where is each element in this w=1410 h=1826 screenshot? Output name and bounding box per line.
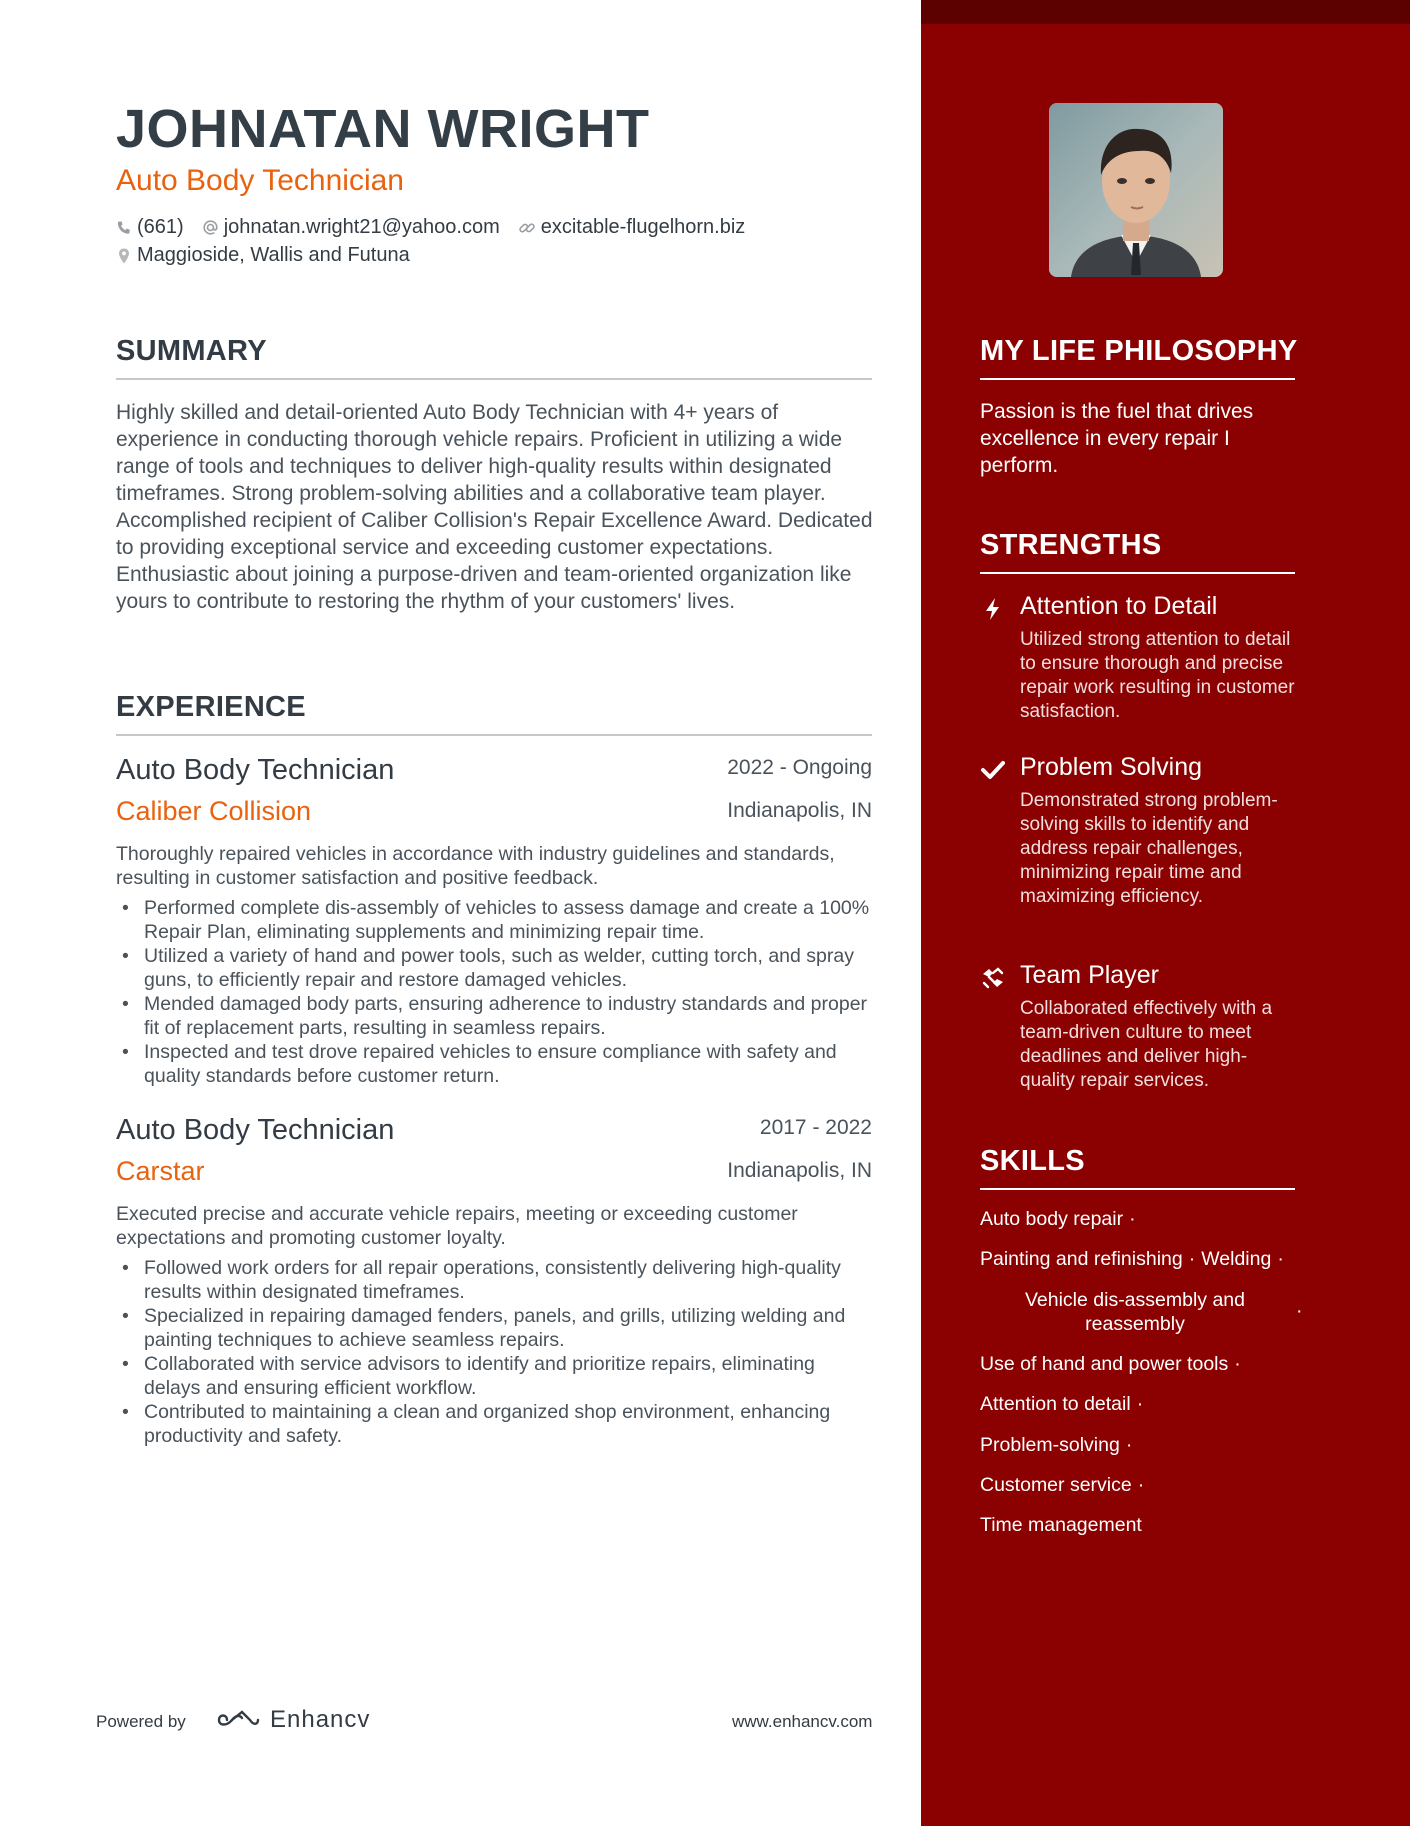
skill-item xyxy=(980,1353,1241,1376)
powered-by-label: Powered by xyxy=(96,1712,186,1731)
sidebar-top-band xyxy=(921,0,1410,24)
skill-item xyxy=(980,1434,1132,1457)
location-pin-icon xyxy=(116,247,132,265)
job-bullet-list xyxy=(116,896,876,1088)
job-bullet-list xyxy=(116,1256,876,1448)
job-bullet: • Utilized a variety of hand and power tools, such as welder, cutting torch, and spray guns, to efficiently repair and restore damaged vehicles. xyxy=(116,944,876,992)
strength-title: Problem Solving xyxy=(1020,753,1203,781)
footer-site-link[interactable]: www.enhancv.com xyxy=(732,1712,873,1731)
job-bullet: • Collaborated with service advisors to identify and prioritize repairs, eliminating delays and ensuring efficient workflow. xyxy=(116,1352,876,1400)
skill-label: Attention to detail xyxy=(980,1393,1131,1415)
contact-row xyxy=(116,216,763,239)
job-title: Auto Body Technician xyxy=(116,1114,395,1146)
job-description: Thoroughly repaired vehicles in accordance with industry guidelines and standards, resulting in customer satisfaction and positive feedback. xyxy=(116,843,835,889)
strength-description: Demonstrated strong problem-solving skills to identify and address repair challenges, minimizing repair time and maximizing efficiency. xyxy=(1020,790,1278,907)
contact-phone xyxy=(116,216,184,239)
phone-icon xyxy=(116,220,132,236)
phone-text: (661) xyxy=(137,216,184,238)
skill-separator: · xyxy=(1137,1474,1145,1496)
skill-item xyxy=(980,1474,1144,1497)
strength-description: Utilized strong attention to detail to ensure thorough and precise repair work resulting in customer satisfaction. xyxy=(1020,629,1295,722)
job-bullet: • Performed complete dis-assembly of vehicles to assess damage and create a 100% Repair Plan, eliminating supplements and minimizing repair time. xyxy=(116,896,876,944)
summary-heading: SUMMARY xyxy=(116,335,872,380)
profile-photo xyxy=(1049,103,1223,277)
skill-item xyxy=(980,1208,1136,1231)
handshake-icon xyxy=(980,965,1006,991)
skill-label: Painting and refinishing xyxy=(980,1248,1183,1270)
skill-separator: · xyxy=(1129,1208,1136,1230)
enhancv-infinity-icon xyxy=(214,1707,262,1733)
job-title: Auto Body Technician xyxy=(116,754,395,786)
website-text[interactable]: excitable-flugelhorn.biz xyxy=(540,216,746,238)
enhancv-logo[interactable] xyxy=(214,1706,370,1734)
job-bullet: • Followed work orders for all repair operations, consistently delivering high-quality results within designated timeframes. xyxy=(116,1256,876,1304)
summary-text: Highly skilled and detail-oriented Auto Body Technician with 4+ years of experience in conducting thorough vehicle repairs. Proficient in utilizing a wide range of tools and techniques to deliver high-quality results within designated timeframes. Strong problem-solving abilities and a collaborative team player. Accomplished recipient of Caliber Collision's Repair Excellence Award. Dedicated to providing exceptional service and exceeding customer expectations. Enthusiastic about joining a purpose-driven and team-oriented organization like yours to contribute to restoring the rhythm of your customers' lives. xyxy=(116,401,873,613)
candidate-name: JOHNATAN WRIGHT xyxy=(116,99,650,159)
job-bullet: • Mended damaged body parts, ensuring adherence to industry standards and proper fit of replacement parts, resulting in seamless repairs. xyxy=(116,992,876,1040)
job-bullet: • Specialized in repairing damaged fenders, panels, and grills, utilizing welding and painting techniques to achieve seamless repairs. xyxy=(116,1304,876,1352)
skill-separator: · xyxy=(1296,1300,1303,1322)
skill-separator: · xyxy=(1136,1393,1144,1415)
experience-heading: EXPERIENCE xyxy=(116,691,872,736)
strengths-heading: STRENGTHS xyxy=(980,529,1295,574)
strength-description: Collaborated effectively with a team-driven culture to meet deadlines and deliver high-quality repair services. xyxy=(1020,998,1273,1091)
skill-item xyxy=(980,1248,1284,1271)
skill-item xyxy=(980,1393,1143,1416)
job-bullet: • Contributed to maintaining a clean and organized shop environment, enhancing productivity and safety. xyxy=(116,1400,876,1448)
profile-portrait-icon xyxy=(1049,103,1223,277)
skills-heading: SKILLS xyxy=(980,1145,1295,1190)
job-description: Executed precise and accurate vehicle repairs, meeting or exceeding customer expectations and promoting customer loyalty. xyxy=(116,1203,798,1249)
job-company[interactable]: Carstar xyxy=(116,1156,205,1186)
at-sign-icon xyxy=(202,219,219,236)
job-date: 2022 - Ongoing xyxy=(727,756,872,779)
skill-item: Vehicle dis-assembly and reassembly xyxy=(1024,1289,1246,1335)
skill-label: Problem-solving xyxy=(980,1434,1120,1456)
checkmark-icon xyxy=(980,757,1006,783)
enhancv-wordmark: Enhancv xyxy=(270,1706,371,1733)
lightning-bolt-icon xyxy=(980,596,1006,622)
skill-label: Use of hand and power tools xyxy=(980,1353,1229,1375)
contact-website[interactable] xyxy=(518,216,746,239)
skill-separator: · xyxy=(1277,1248,1284,1270)
philosophy-text: Passion is the fuel that drives excellence in every repair I perform. xyxy=(980,400,1254,477)
skill-separator: · xyxy=(1188,1248,1196,1270)
strength-title: Attention to Detail xyxy=(1020,592,1218,620)
skill-label: Welding xyxy=(1201,1248,1272,1270)
contact-row xyxy=(116,244,428,267)
skill-item xyxy=(980,1514,1142,1537)
job-location: Indianapolis, IN xyxy=(727,1159,872,1182)
skill-label: Time management xyxy=(980,1514,1142,1536)
email-text[interactable]: johnatan.wright21@yahoo.com xyxy=(223,216,500,238)
job-bullet: • Inspected and test drove repaired vehicles to ensure compliance with safety and quality standards before customer return. xyxy=(116,1040,876,1088)
job-date: 2017 - 2022 xyxy=(759,1116,872,1139)
skill-separator: · xyxy=(1125,1434,1133,1456)
contact-location xyxy=(116,244,410,267)
location-text: Maggioside, Wallis and Futuna xyxy=(137,244,410,266)
skill-label: Customer service xyxy=(980,1474,1132,1496)
link-icon xyxy=(518,219,536,237)
job-location: Indianapolis, IN xyxy=(727,799,872,822)
strength-title: Team Player xyxy=(1020,961,1159,989)
job-company[interactable]: Caliber Collision xyxy=(116,796,312,826)
candidate-role: Auto Body Technician xyxy=(116,164,404,197)
skill-label: Auto body repair xyxy=(980,1208,1124,1230)
philosophy-heading: MY LIFE PHILOSOPHY xyxy=(980,335,1295,380)
skill-separator: · xyxy=(1234,1353,1241,1375)
contact-email[interactable] xyxy=(202,216,500,239)
